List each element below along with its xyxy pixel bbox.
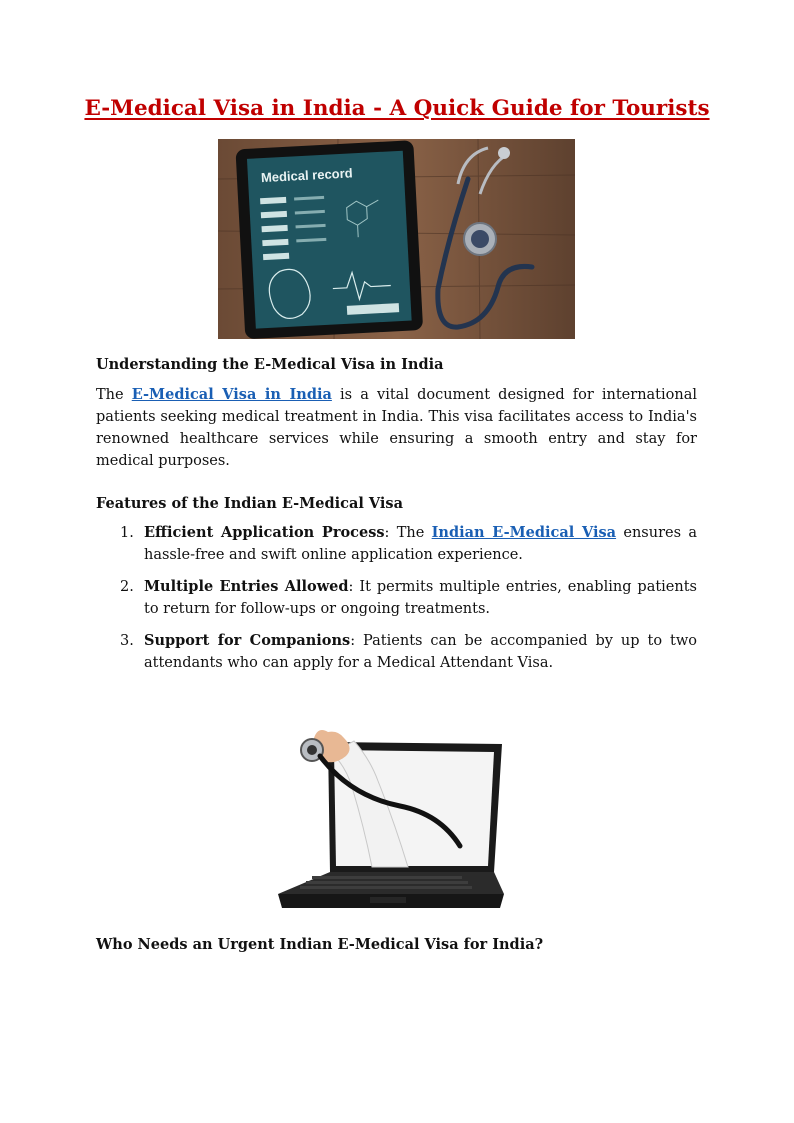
list-number: 1. (120, 525, 134, 541)
list-item-text: ensures a hassle-free and swift online application experience. (144, 525, 697, 563)
list-item-title: Support for Companions (144, 632, 351, 649)
list-item-text: : Patients can be accompanied by up to two attendants who can apply for a Medical Attendant Visa. (144, 633, 697, 671)
features-list (96, 522, 697, 684)
list-item (96, 522, 697, 566)
medical-record-image (218, 139, 575, 339)
list-item (96, 576, 697, 620)
list-number: 2. (120, 579, 134, 595)
list-number: 3. (120, 633, 134, 649)
list-item (96, 630, 697, 674)
list-item-text: : It permits multiple entries, enabling patients to return for follow-ups or ongoing treatments. (144, 579, 697, 617)
section1-text-after: is a vital document designed for international patients seeking medical treatment in India. This visa facilitates access to India's renowned healthcare services while ensuring a smooth entry and stay for medical purposes. (96, 387, 697, 469)
list-item-text: : The (384, 525, 432, 541)
section3-heading: Who Needs an Urgent Indian E-Medical Visa for India? (96, 936, 544, 953)
laptop-doctor-image (272, 722, 504, 910)
indian-e-medical-visa-link[interactable]: Indian E-Medical Visa (431, 524, 617, 541)
page-title: E-Medical Visa in India - A Quick Guide for Tourists (84, 96, 710, 121)
e-medical-visa-link[interactable]: E-Medical Visa in India (131, 386, 332, 403)
section2-heading: Features of the Indian E-Medical Visa (96, 495, 403, 512)
section1-text-before: The (96, 387, 132, 403)
list-item-title: Efficient Application Process (144, 524, 385, 541)
section1-paragraph (96, 384, 697, 472)
section1-heading: Understanding the E-Medical Visa in India (96, 356, 444, 373)
medical-record-screen-title: Medical record (260, 165, 353, 186)
list-item-title: Multiple Entries Allowed (144, 578, 349, 595)
